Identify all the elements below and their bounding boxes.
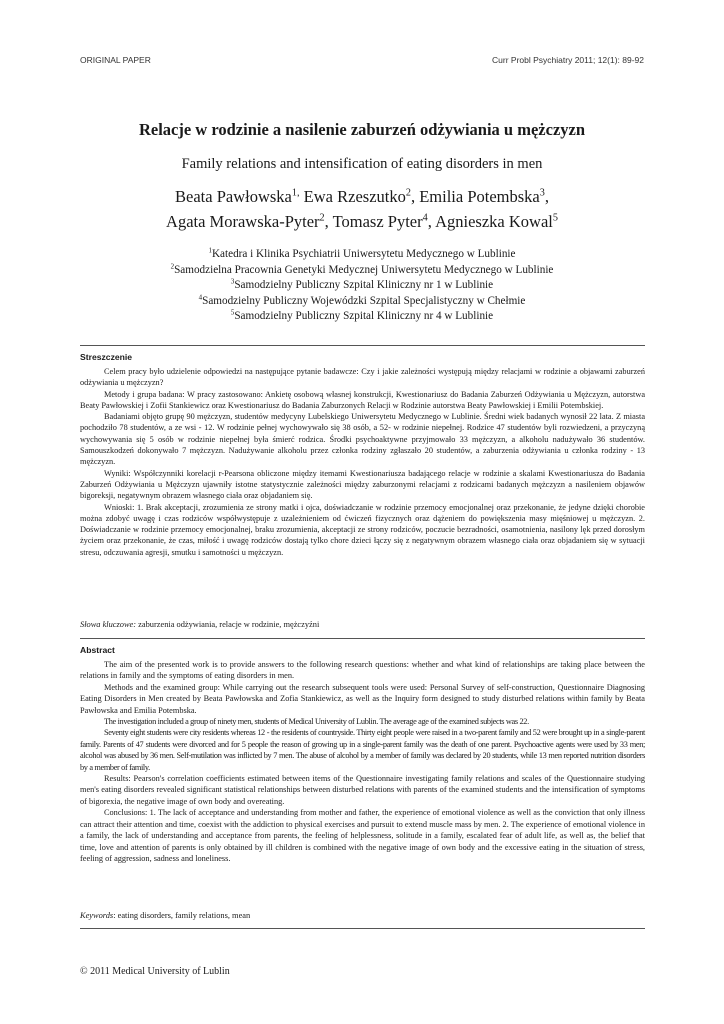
abstract-paragraph: Conclusions: 1. The lack of acceptance and understanding from mother and father, the experience of emotional violence as well as the conviction that only illness can attract their attention and time, coexist with the addiction to physical exercises and pursuit to extend muscle mass by men. 2. The experience of emotional violence in a family, the lack of understanding and acceptance from parents, the feeling of helplessness, solitude in a family, escalated fear of adult life, as well as, the belief that time, love and attention of parents is only obtained by ill children is combined with the negative image of own body and the excessive eating in the situation of stress, feeling of aggression, sadness and loneliness. (80, 808, 645, 863)
streszczenie-paragraph: Celem pracy było udzielenie odpowiedzi na następujące pytanie badawcze: Czy i jakie zależności występują między relacjami w rodzinie a objawami zaburzeń odżywiania u mężczyzn? (80, 367, 645, 388)
affiliation-text: Samodzielny Publiczny Szpital Kliniczny nr 1 w Lublinie (234, 279, 494, 292)
streszczenie-paragraph: Wnioski: 1. Brak akceptacji, zrozumienia ze strony matki i ojca, doświadczanie w rodzinie przemocy emocjonalnej oraz przekonanie, że jedyne dzięki chorobie można zdobyć uwagę i czas rodziców współwystępuje z uzależnieniem od ćwiczeń fizycznych oraz dążeniem do powiększenia masy mięśniowej u mężczyzn. 2. Doświadczanie w rodzinie przemocy emocjonalnej, braku zrozumienia, akceptacji ze strony rodziców, poczucie bezradności, osamotnienia, nasilony lęk przed dorosłym życiem oraz przekonanie, że czas, miłość i uwagę rodziców dostają tylko chore dzieci łączy się z negatywnym obrazem własnego ciała oraz objadaniem się w sytuacji stresu, odczuwania agresji, smutku i samotności u mężczyzn. (80, 502, 645, 557)
author-name: Agnieszka Kowal (435, 212, 553, 231)
affiliation-item (40, 247, 684, 263)
affiliation-text: Samodzielny Publiczny Wojewódzki Szpital Specjalistyczny w Chełmie (202, 294, 526, 307)
affiliation-item (40, 263, 684, 279)
author-affiliation-mark: 3 (539, 187, 545, 199)
affiliation-list (40, 247, 684, 325)
streszczenie-paragraph: Metody i grupa badana: W pracy zastosowano: Ankietę osobową własnej konstrukcji, Kwestionariusz do Badania Zaburzeń Odżywiania u Mężczyzn, autorstwa Beaty Pawłowskiej i Zofii Stankiewicz oraz Kwestionariusz do Badania Zaburzonych Relacji w Rodzinie autorstwa Beaty Pawłowskiej i Emilii Potembskiej. (80, 389, 645, 410)
affiliation-text: Samodzielny Publiczny Szpital Kliniczny nr 4 w Lublinie (234, 310, 494, 323)
paper-subtitle: Family relations and intensification of eating disorders in men (181, 156, 543, 172)
author-name: Tomasz Pyter (332, 212, 423, 231)
affiliation-item (40, 309, 684, 325)
author-name: Ewa Rzeszutko (303, 187, 406, 206)
section-divider (80, 345, 645, 346)
author-list (40, 184, 684, 234)
abstract-paragraph: Seventy eight students were city residents whereas 12 - the residents of countryside. Thirty eight people were raised in a two-parent family and 52 were brought up in a single-parent family. Parents of 47 students were divorced and for 5 people the reason of growing up in a single-parent family was the death of one parent. Psychoactive agents were used by 33 men; alcohol was abused by 36 men. Self-mutilation was inflicted by 7 men. The abuse of alcohol by a member of family was declared by 20 students, while 13 men reported nutrition disorders by a member of family. (80, 728, 645, 772)
affiliation-number: 5 (230, 308, 235, 317)
section-divider (80, 928, 645, 929)
keywords-text: : eating disorders, family relations, mean (113, 911, 251, 920)
author-affiliation-mark: 5 (552, 212, 558, 224)
affiliation-number: 1 (208, 246, 212, 255)
streszczenie-section (80, 352, 645, 558)
abstract-paragraph: The investigation included a group of ninety men, students of Medical University of Lublin. The average age of the examined subjects was 22. (104, 717, 529, 727)
author-line-2: Agata Morawska-Pyter$^2$, Tomasz Pyter$^4$, Agnieszka Kowal$^5$ (166, 212, 558, 231)
affiliation-item (40, 278, 684, 294)
abstract-keywords (80, 911, 645, 920)
copyright-footer: © 2011 Medical University of Lublin (80, 966, 230, 977)
affiliation-number: 3 (230, 277, 235, 286)
author-name: Emilia Potembska (419, 187, 540, 206)
keywords-label: Keywords (80, 911, 114, 920)
abstract-paragraph: The aim of the presented work is to provide answers to the following research questions: whether and what kind of relationships are taking place between the relations in family and the symptoms of eating disorders in men. (80, 660, 645, 681)
affiliation-number: 4 (198, 293, 203, 302)
abstract-heading: Abstract (80, 645, 115, 655)
affiliation-number: 2 (170, 261, 175, 270)
abstract-paragraph: Methods and the examined group: While carrying out the research subsequent tools were used: Personal Survey of self-construction, Questionnaire Diagnosing Eating Disorders in Men created by Beata Pawłowska and Zofia Stankiewicz, as well as the Inquiry form designed to study disturbed relations within family by Beata Pawłowska and Emilia Potembska. (80, 682, 645, 715)
author-affiliation-mark: 2 (405, 187, 411, 199)
streszczenie-paragraph: Wyniki: Współczynniki korelacji r-Pearsona obliczone między itemami Kwestionariusza badającego relacje w rodzinie a skalami Kwestionariusza do Badania Zaburzeń Odżywiania u Mężczyzn ujawniły istotne statystycznie zależności między zaburzonymi relacjami z rodzicami badanych mężczyzn a nasileniem objawów bigoreksji, negatywnym obrazem własnego ciała oraz objadaniem się. (80, 468, 645, 501)
affiliation-item (40, 294, 684, 310)
streszczenie-heading: Streszczenie (80, 352, 133, 362)
author-affiliation-mark: 4 (422, 212, 428, 224)
affiliation-text: Samodzielna Pracownia Genetyki Medycznej Uniwersytetu Medycznego w Lublinie (174, 263, 554, 276)
author-line-1: Beata Pawłowska$^{1,}$ Ewa Rzeszutko$^2$, Emilia Potembska$^3$, (175, 187, 549, 206)
streszczenie-paragraph: Badaniami objęto grupę 90 mężczyzn, studentów medycyny Lubelskiego Uniwersytetu Medycznego w Lublinie. Średni wiek badanych wynosił 22 lata. Z miasta pochodziło 78 studentów, a ze wsi - 12. W rodzinie pełnej wychowywało się 38 osób, a 52- w rodzinie niepełnej. Rodzice 47 studentów byli rozwiedzeni, a przyczyną wychowywania się 5 osób w rodzinie niepełnej była śmierć rodzica. Środki psychoaktywne przyjmowało 33 mężczyzn, a alkoholu nadużywało 36 studentów. Samouszkodzeń dokonywało 7 mężczyzn. Nadużywanie alkoholu przez członka rodziny zgłaszało 20 studentów, a zaburzenia odżywiania u członka rodziny - 13 mężczyzn. (80, 412, 645, 467)
paper-title: Relacje w rodzinie a nasilenie zaburzeń odżywiania u mężczyzn (138, 120, 586, 139)
section-divider (80, 638, 645, 639)
streszczenie-keywords (80, 620, 645, 629)
abstract-section (80, 645, 645, 864)
journal-citation: Curr Probl Psychiatry 2011; 12(1): 89-92 (492, 55, 644, 65)
abstract-paragraph: Results: Pearson's correlation coefficients estimated between items of the Questionnaire investigating family relations and scales of the Questionnaire studying men's eating disorders revealed significant statistical relationships between disturbed relations with parents of the examined students and the intensification of symptoms of bigorexia, the negative image of own body and overeating. (80, 774, 645, 806)
author-affiliation-mark: 1, (291, 187, 300, 199)
keywords-text: zaburzenia odżywiania, relacje w rodzinie, mężczyźni (136, 620, 320, 629)
author-affiliation-mark: 2 (319, 212, 325, 224)
keywords-label: Słowa kluczowe: (80, 620, 137, 629)
author-name: Agata Morawska-Pyter (166, 212, 320, 231)
journal-section-label: ORIGINAL PAPER (80, 55, 151, 65)
author-name: Beata Pawłowska (175, 187, 292, 206)
affiliation-text: Katedra i Klinika Psychiatrii Uniwersytetu Medycznego w Lublinie (211, 248, 516, 260)
